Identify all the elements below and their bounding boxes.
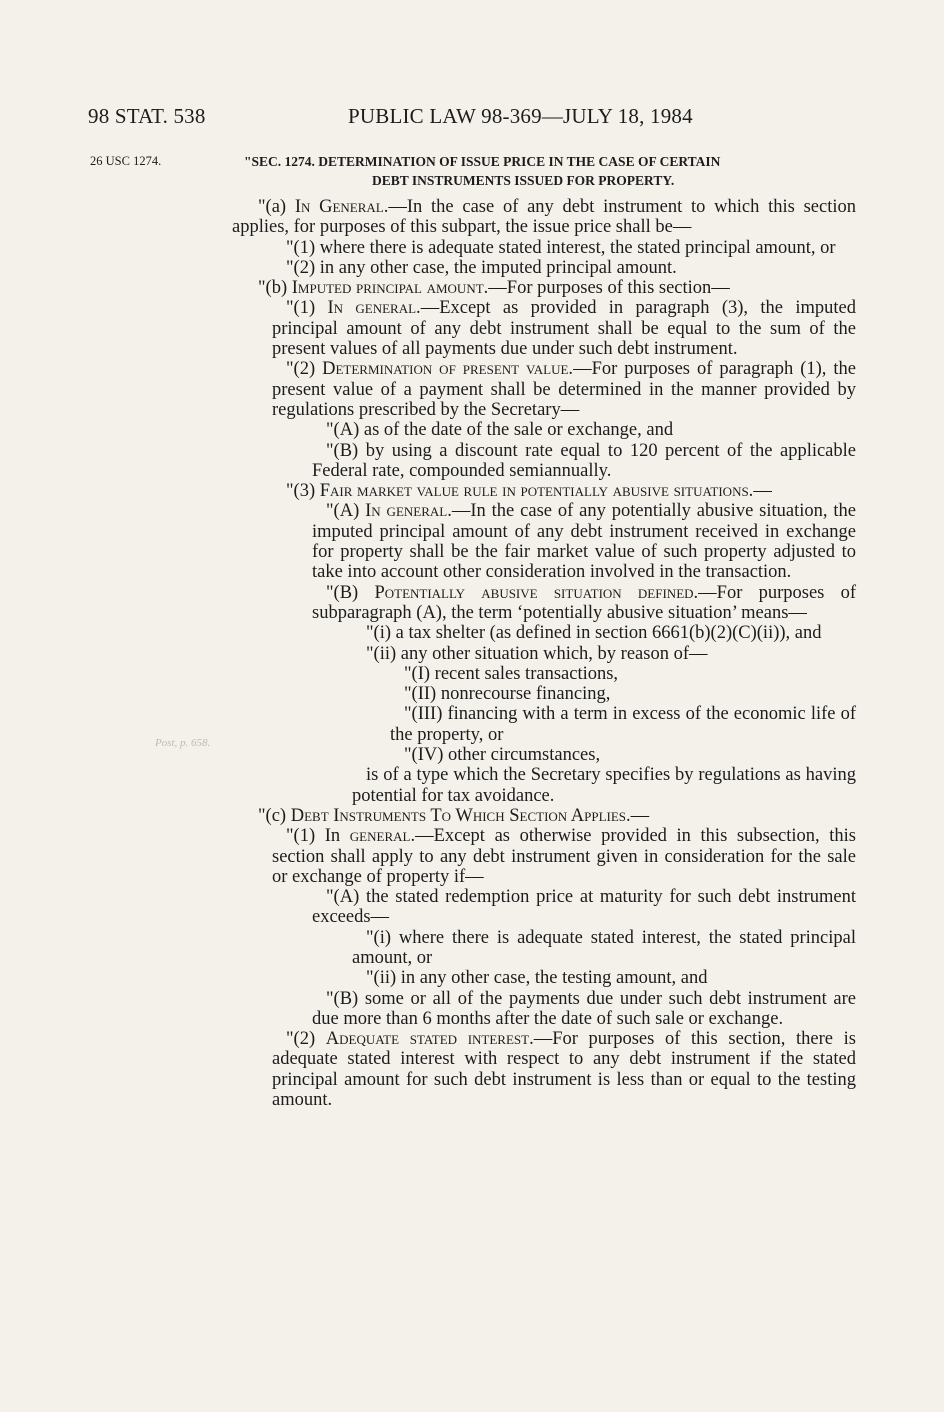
subclause-III: "(III) financing with a term in excess of the economic life of the property, or: [390, 704, 856, 745]
subparagraph-b3B: "(B) Potentially abusive situation defined.—For purposes of subparagraph (A), the term ‘potentially abusive situation’ means—: [312, 582, 856, 623]
paragraph-b2: "(2) Determination of present value.—For purposes of paragraph (1), the present value of a payment shall be determined in the manner provided by regulations prescribed by the Secretary—: [272, 359, 856, 420]
paragraph-c2: "(2) Adequate stated interest.—For purposes of this section, there is adequate stated interest with respect to any debt instrument if the stated principal amount for such debt instrument is less than or equal to the testing amount.: [272, 1029, 856, 1111]
caption-in-general: In General.: [294, 197, 389, 217]
clause-b3Bii-tail: is of a type which the Secretary specifies by regulations as having potential for tax avoidance.: [352, 765, 856, 806]
paragraph-a1: "(1) where there is adequate stated interest, the stated principal amount, or: [286, 237, 836, 258]
section-heading-line1: "SEC. 1274. DETERMINATION OF ISSUE PRICE IN THE CASE OF CERTAIN: [244, 154, 721, 169]
subsection-c: "(c) Debt Instruments To Which Section Applies.—: [258, 805, 650, 826]
clause-b3Bii: "(ii) any other situation which, by reason of—: [366, 643, 708, 664]
section-heading: [244, 152, 858, 190]
margin-usc-reference: 26 USC 1274.: [90, 154, 162, 168]
page-reference: 98 STAT. 538: [88, 104, 206, 128]
subsection-b: "(b) Imputed principal amount.—For purposes of this section—: [258, 278, 730, 299]
margin-ghost-note: Post, p. 658.: [155, 737, 211, 749]
section-heading-line2: DEBT INSTRUMENTS ISSUED FOR PROPERTY.: [372, 173, 675, 188]
subparagraph-b2B: "(B) by using a discount rate equal to 120 percent of the applicable Federal rate, compounded semiannually.: [312, 440, 856, 481]
subparagraph-b3A: "(A) In general.—In the case of any potentially abusive situation, the imputed principal amount of any debt instrument received in exchange for property shall be the fair market value of such property adjusted to take into account other consideration involved in the transaction.: [312, 501, 857, 583]
subparagraph-b2A: "(A) as of the date of the sale or exchange, and: [326, 420, 674, 441]
subparagraph-c1A: "(A) the stated redemption price at maturity for such debt instrument exceeds—: [312, 887, 856, 928]
paragraph-b3: "(3) Fair market value rule in potentially abusive situations.—: [286, 481, 772, 502]
subsection-a: "(a) In General.—In the case of any debt instrument to which this section applies, for purposes of this subpart, the issue price shall be—: [232, 197, 856, 238]
subclause-I: "(I) recent sales transactions,: [404, 663, 619, 684]
clause-c1Aii: "(ii) in any other case, the testing amount, and: [366, 968, 708, 989]
paragraph-c1: "(1) In general.—Except as otherwise provided in this subsection, this section shall apply to any debt instrument given in consideration for the sale or exchange of property if—: [272, 826, 856, 887]
subclause-IV: "(IV) other circumstances,: [404, 745, 601, 766]
running-header-title: PUBLIC LAW 98-369—JULY 18, 1984: [348, 104, 693, 128]
caption-debt-instruments: Debt Instruments To Which Section Applies.: [290, 805, 631, 826]
clause-c1Ai: "(i) where there is adequate stated interest, the stated principal amount, or: [352, 927, 856, 968]
subparagraph-c1B: "(B) some or all of the payments due under such debt instrument are due more than 6 months after the date of such sale or exchange.: [312, 988, 856, 1029]
section-body: [232, 197, 856, 1110]
clause-b3Bi: "(i) a tax shelter (as defined in section 6661(b)(2)(C)(ii)), and: [366, 623, 822, 644]
paragraph-b1: "(1) In general.—Except as provided in paragraph (3), the imputed principal amount of any debt instrument shall be equal to the sum of the present values of all payments due under such debt instrument.: [272, 298, 856, 360]
caption-imputed-principal: Imputed principal amount.: [291, 278, 489, 299]
subclause-II: "(II) nonrecourse financing,: [404, 684, 611, 705]
paragraph-a2: "(2) in any other case, the imputed principal amount.: [286, 257, 677, 278]
